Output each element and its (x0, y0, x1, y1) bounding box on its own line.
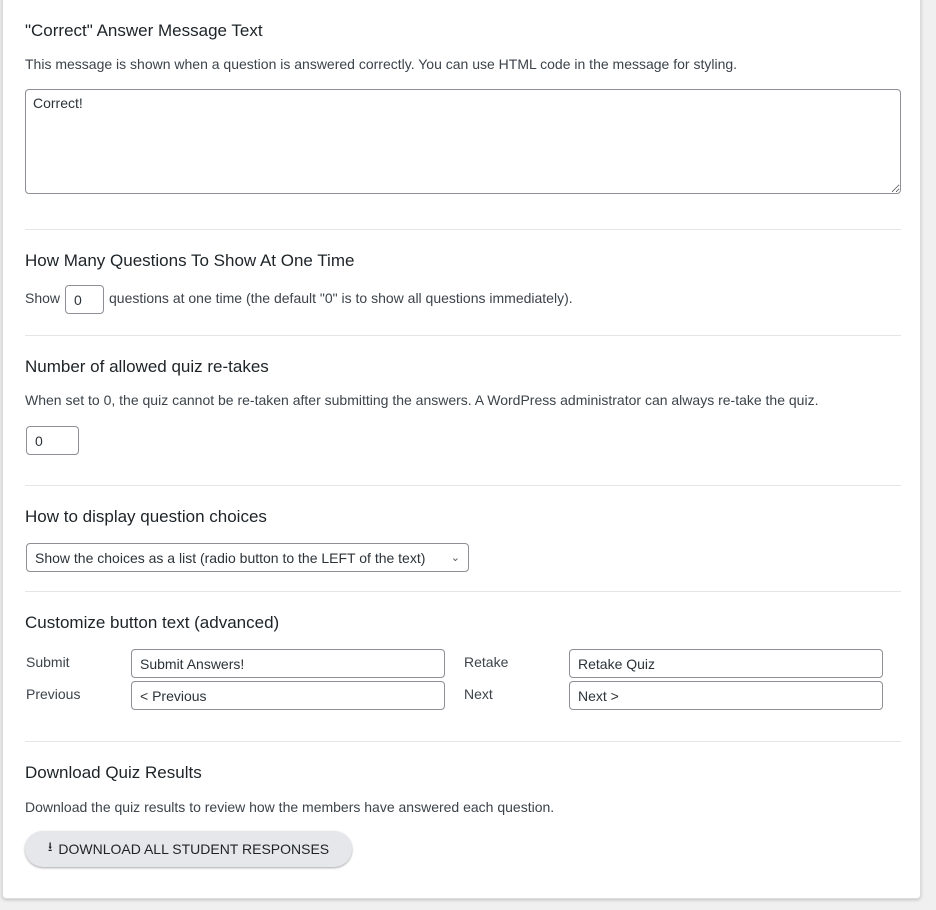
chevron-down-icon: ⌄ (450, 552, 460, 564)
next-label: Next (464, 686, 493, 702)
divider (25, 335, 901, 336)
submit-label: Submit (26, 654, 70, 670)
retake-label: Retake (464, 654, 509, 670)
display-choices-value: Show the choices as a list (radio button to the LEFT of the text) (35, 549, 426, 566)
download-icon: ⭳ (47, 839, 53, 854)
questions-per-page-input[interactable]: 0 (65, 285, 104, 314)
button-text-heading: Customize button text (advanced) (25, 613, 280, 632)
retakes-input[interactable]: 0 (26, 426, 79, 455)
divider (25, 485, 901, 486)
show-prefix: Show (25, 290, 61, 306)
display-choices-heading: How to display question choices (25, 507, 267, 526)
questions-per-page-heading: How Many Questions To Show At One Time (25, 251, 355, 270)
download-responses-button[interactable] (25, 831, 352, 867)
retakes-description: When set to 0, the quiz cannot be re-taken after submitting the answers. A WordPress administrator can always re-take the quiz. (25, 392, 819, 408)
display-choices-select[interactable] (26, 543, 469, 572)
download-description: Download the quiz results to review how the members have answered each question. (25, 799, 555, 815)
previous-text-input[interactable]: < Previous (131, 681, 445, 710)
correct-message-heading: "Correct" Answer Message Text (25, 21, 263, 40)
divider (25, 741, 901, 742)
download-button-label: DOWNLOAD ALL STUDENT RESPONSES (58, 841, 330, 857)
download-heading: Download Quiz Results (25, 763, 202, 782)
submit-text-input[interactable]: Submit Answers! (131, 649, 445, 678)
show-suffix: questions at one time (the default "0" is to show all questions immediately). (109, 290, 573, 306)
retake-text-input[interactable]: Retake Quiz (569, 649, 883, 678)
previous-label: Previous (26, 686, 81, 702)
settings-card (2, 0, 921, 899)
next-text-input[interactable]: Next > (569, 681, 883, 710)
retakes-heading: Number of allowed quiz re-takes (25, 357, 269, 376)
correct-message-textarea[interactable] (25, 89, 901, 194)
divider (25, 591, 901, 592)
correct-message-description: This message is shown when a question is answered correctly. You can use HTML code in the message for styling. (25, 56, 738, 72)
divider (25, 229, 901, 230)
